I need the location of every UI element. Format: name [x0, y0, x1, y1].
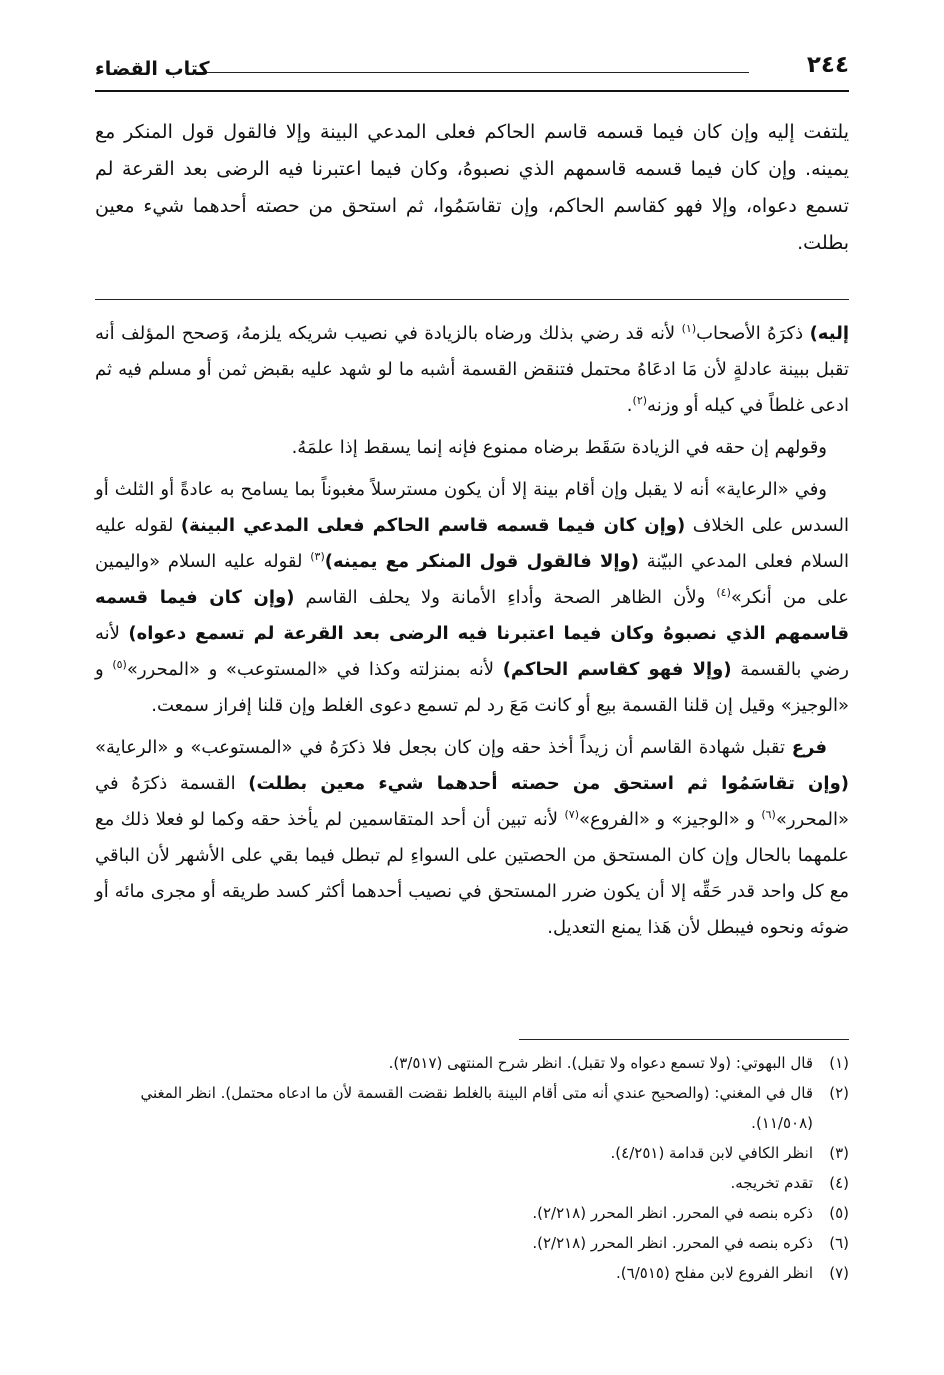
footnote — [95, 1228, 849, 1258]
commentary-text: القسمة ذكرَهُ في «المحرر» — [95, 773, 849, 830]
commentary-text: لأنه تبين أن أحد المتقاسمين لم يأخذ حقه وكما لو فعلا ذلك مع علمهما بالحال وإن كان المستحق من الحصتين على السواءِ لم تبطل فيما بقي على الأشهر لأن الباقي مع كل واحد قدر حَقِّه إلا أن يكون ضرر المستحق في نصيب أحدهما أكثر كسد طريقه أو مجرى مائه أو ضوئه ونحوه فيبطل لأن هَذا يمنع التعديل. — [95, 809, 849, 938]
footnote — [95, 1078, 849, 1138]
footnote-text: ذكره بنصه في المحرر. انظر المحرر (٢/٢١٨). — [532, 1234, 813, 1252]
footnote-text: انظر الكافي لابن قدامة (٤/٢٥١). — [610, 1144, 813, 1162]
header-thin-rule — [195, 72, 749, 73]
commentary-text: تقبل شهادة القاسم أن زيداً أخذ حقه وإن كان بجعل فلا ذكرَهُ في «المستوعب» و «الرعاية» — [95, 737, 792, 758]
commentary-text: لأنه بمنزلته وكذا في «المستوعب» و «المحرر» — [126, 659, 503, 680]
footnote — [95, 1138, 849, 1168]
commentary-paragraph: وقولهم إن حقه في الزيادة سَقَط برضاه ممنوع فإنه إنما يسقط إذا علمَهُ. — [291, 437, 827, 458]
commentary-text: ولأن الظاهر الصحة وأداءِ الأمانة ولا يحلف القاسم — [294, 587, 717, 608]
commentary-text: . — [626, 395, 633, 416]
footnote-ref: (٥) — [112, 658, 127, 671]
footnote-text: تقدم تخريجه. — [730, 1174, 813, 1192]
footnote-ref: (٣) — [310, 550, 325, 563]
footnote-number: (٦) — [829, 1234, 849, 1252]
commentary-lead: إليه) — [809, 323, 849, 344]
footnote — [95, 1168, 849, 1198]
footnote — [95, 1258, 849, 1288]
quoted-matn: (وإن كان فيما قسمه قاسم الحاكم فعلى المدعي البينة) — [180, 515, 686, 536]
footnote-number: (٤) — [829, 1174, 849, 1192]
footnote-ref: (٧) — [564, 808, 579, 821]
commentary-paragraph — [95, 730, 849, 946]
section-divider — [95, 299, 849, 300]
commentary — [95, 316, 849, 952]
commentary-text: لأنه رضي بالقسمة — [95, 623, 849, 680]
footnote-number: (١) — [829, 1054, 849, 1072]
commentary-paragraph — [95, 316, 849, 424]
quoted-matn: (وإلا فالقول قول المنكر مع يمينه) — [324, 551, 639, 572]
footnote-text: انظر الفروع لابن مفلح (٦/٥١٥). — [616, 1264, 813, 1282]
quoted-matn: (وإلا فهو كقاسم الحاكم) — [502, 659, 732, 680]
footnote-number: (٢) — [829, 1084, 849, 1102]
commentary-text: لقوله عليه السلام «واليمين على من أنكر» — [95, 551, 849, 608]
footnote-rule — [519, 1039, 849, 1040]
footnote-ref: (٢) — [632, 394, 648, 407]
footnote — [95, 1048, 849, 1078]
commentary-lead: فرع — [791, 737, 827, 758]
commentary-paragraph — [95, 472, 849, 724]
commentary-text: لأنه قد رضي بذلك ورضاه بالزيادة في نصيب شريكه يلزمهُ، وَصحح المؤلف أنه تقبل ببينة عادلةٍ لأن مَا ادعَاهُ محتمل فتنقض القسمة أشبه ما لو شهد عليه بقبض ثمن أو مسلم فيه ثم ادعى غلطاً في كيله أو وزنه — [95, 323, 849, 416]
footnote — [95, 1198, 849, 1228]
commentary-text: ذكرَهُ الأصحاب — [696, 323, 810, 344]
footnote-number: (٣) — [829, 1144, 849, 1162]
footnote-text: قال البهوتي: (ولا تسمع دعواه ولا تقبل). انظر شرح المنتهى (٣/٥١٧). — [388, 1054, 813, 1072]
commentary-text: و «الوجيز» وقيل إن قلنا القسمة بيع أو كانت مَعَ رد لم تسمع دعوى الغلط وإن قلنا إفراز سمعت. — [95, 659, 849, 716]
footnote-ref: (٤) — [716, 586, 731, 599]
footnote-ref: (٦) — [761, 808, 776, 821]
footnote-text: ذكره بنصه في المحرر. انظر المحرر (٢/٢١٨). — [532, 1204, 813, 1222]
header-rule — [95, 90, 849, 92]
footnote-text: قال في المغني: (والصحيح عندي أنه متى أقام البينة بالغلط نقضت القسمة لأن ما ادعاه محتمل). انظر المغني (١١/٥٠٨). — [140, 1084, 813, 1132]
page-number: ٢٤٤ — [806, 52, 849, 78]
commentary-text: و «الوجيز» و «الفروع» — [578, 809, 762, 830]
footnote-number: (٥) — [829, 1204, 849, 1222]
quoted-matn: (وإن كان فيما قسمه قاسمهم الذي نصبوهُ وكان فيما اعتبرنا فيه الرضى بعد القرعة لم تسمع دعواه) — [95, 587, 849, 644]
page-header — [95, 52, 849, 92]
commentary-text: وفي «الرعاية» أنه لا يقبل وإن أقام بينة إلا أن يكون مسترسلاً مغبوناً بما يسامح به عادةً أو الثلث أو السدس على الخلاف — [95, 479, 849, 536]
footnote-ref: (١) — [681, 322, 697, 335]
quoted-matn: (وإن تقاسَمُوا ثم استحق من حصته أحدهما شيء معين بطلت) — [248, 773, 849, 794]
footnote-number: (٧) — [829, 1264, 849, 1282]
footnotes — [95, 1048, 849, 1288]
main-text: يلتفت إليه وإن كان فيما قسمه قاسم الحاكم فعلى المدعي البينة وإلا فالقول قول المنكر مع يمينه. وإن كان فيما قسمه قاسمهم الذي نصبوهُ، وكان فيما اعتبرنا فيه الرضى بعد القرعة لم تسمع دعواه، وإلا فهو كقاسم الحاكم، وإن تقاسَمُوا، ثم استحق من حصته أحدهما شيء معين بطلت. — [95, 121, 849, 254]
commentary-text: لقوله عليه السلام فعلى المدعي البيّنة — [95, 515, 850, 572]
book-title: كتاب القضاء — [95, 58, 210, 80]
